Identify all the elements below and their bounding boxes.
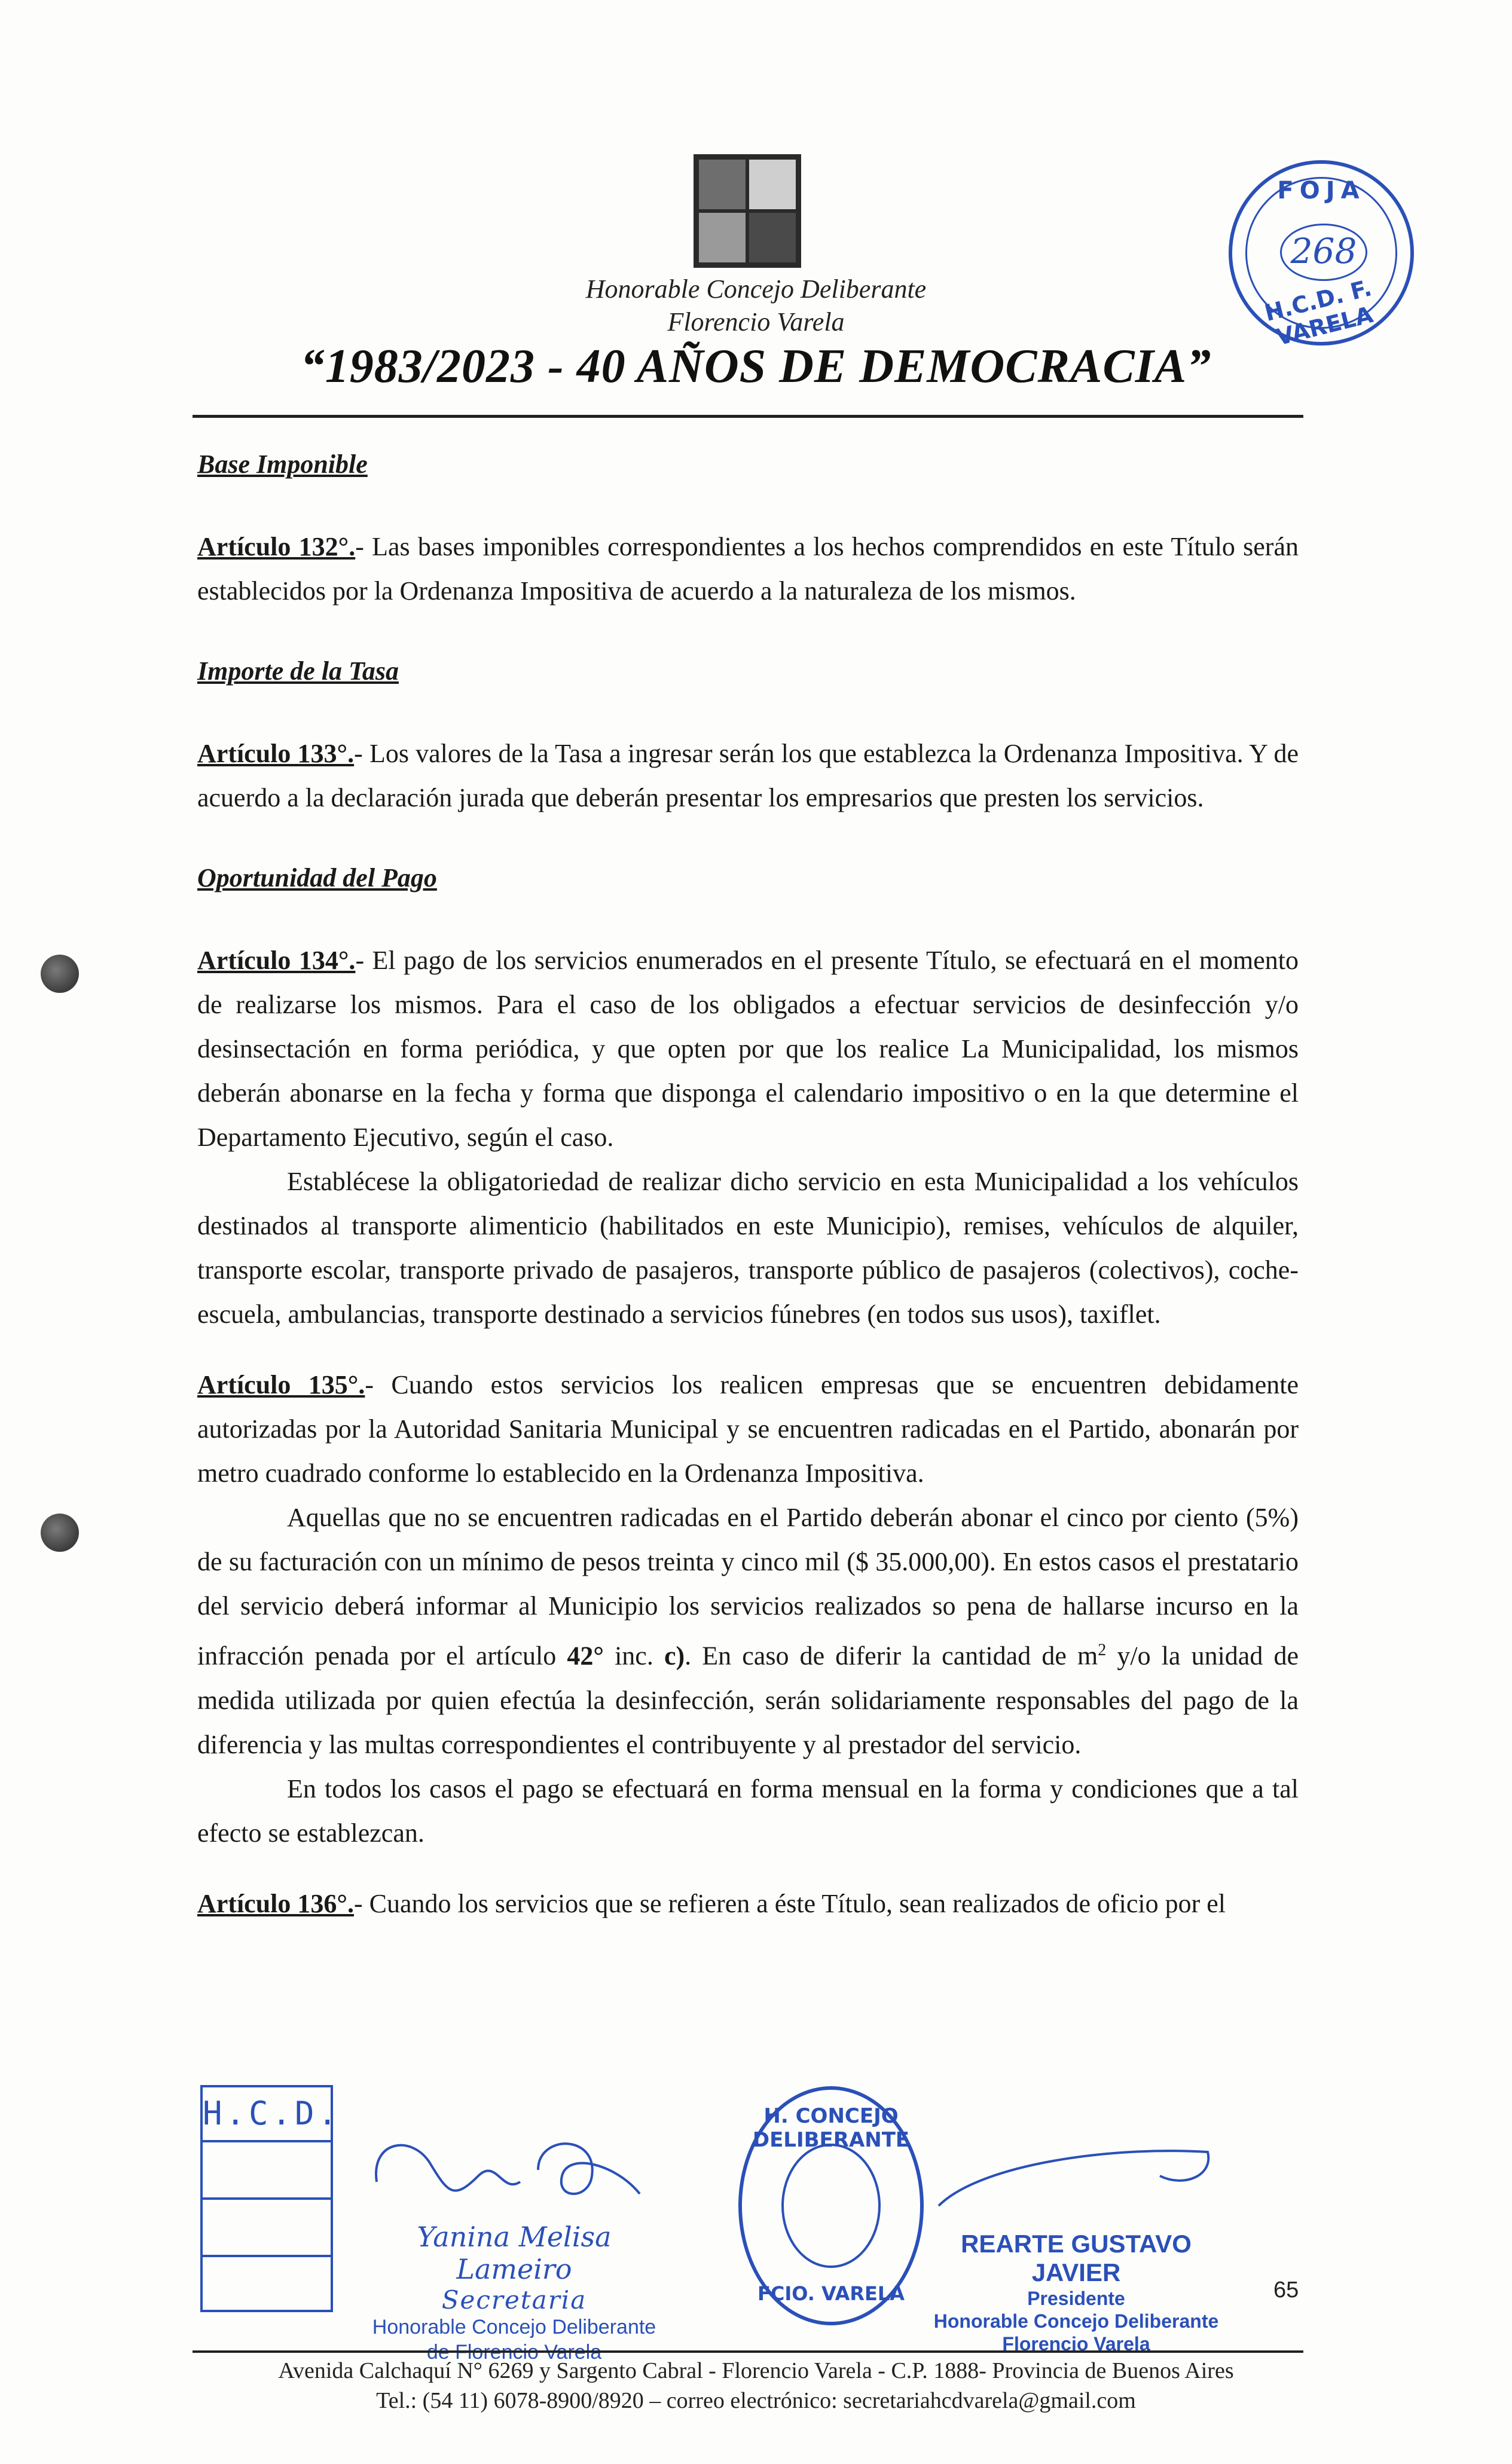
president-name: REARTE GUSTAVO JAVIER (961, 2230, 1192, 2286)
header-motto: “1983/2023 - 40 AÑOS DE DEMOCRACIA” (300, 340, 1212, 393)
article-label: Artículo 133°. (197, 739, 355, 768)
article-136: Artículo 136°.- Cuando los servicios que se refieren a éste Título, sean realizados de oficio por el (197, 1888, 1226, 1918)
municipal-crest-logo (694, 154, 801, 268)
president-signature (933, 2230, 1220, 2355)
president-role: Presidente (1027, 2288, 1125, 2309)
president-org: Honorable Concejo Deliberante (933, 2310, 1219, 2332)
folio-label: FOJA (1277, 177, 1366, 204)
secretary-role: Secretaria (441, 2285, 587, 2315)
article-label: Artículo 135°. (197, 1370, 365, 1399)
header-city: Florencio Varela (667, 307, 845, 337)
punch-hole (41, 1514, 79, 1552)
section-heading: Oportunidad del Pago (197, 863, 437, 892)
council-seal (738, 2086, 924, 2325)
secretary-name: Yanina Melisa Lameiro (417, 2221, 612, 2285)
document-body (197, 442, 1299, 1926)
hcd-stamp-box (200, 2085, 341, 2312)
footer-rule (193, 2350, 1303, 2353)
article-label: Artículo 132°. (197, 532, 356, 561)
hcd-stamp-label: H.C.D. (203, 2087, 331, 2142)
header-org: Honorable Concejo Deliberante (585, 274, 927, 304)
folio-number: 268 (1280, 224, 1367, 281)
handwritten-signature (933, 2140, 1220, 2212)
seal-text-bottom: FCIO. VARELA (757, 2282, 905, 2305)
seal-text-top: H. CONCEJO DELIBERANTE (752, 2104, 910, 2152)
footer-contact: Tel.: (54 11) 6078-8900/8920 – correo electrónico: secretariahcdvarela@gmail.com (376, 2388, 1136, 2413)
handwritten-signature (359, 2128, 670, 2218)
article-135-paragraph-2: Aquellas que no se encuentren radicadas en el Partido deberán abonar el cinco por ciento (5%) de su facturación con un mínimo de pesos treinta y cinco mil ($ 35.000,00). En estos casos el prestatario del servicio deberá informar al Municipio los servicios realizados so pena de hallarse incurso en la infracción penada por el artículo 42° inc. c). En caso de diferir la cantidad de $m^2$ y/o la unidad de medida utilizada por quien efectúa la desinfección, serán solidariamente responsables del pago de la diferencia y las multas correspondientes el contribuyente y al prestador del servicio. (197, 1503, 1299, 1759)
article-label: Artículo 136°. (197, 1888, 355, 1918)
article-132: Artículo 132°.- Las bases imponibles correspondientes a los hechos comprendidos en este Título serán establecidos por la Ordenanza Impositiva de acuerdo a la naturaleza de los mismos. (197, 532, 1299, 606)
article-134-paragraph-2: Establécese la obligatoriedad de realizar dicho servicio en esta Municipalidad a los vehículos destinados al transporte alimenticio (habilitados en este Municipio), remises, vehículos de alquiler, transporte escolar, transporte privado de pasajeros, transporte público de pasajeros (colectivos), coche-escuela, ambulancias, transporte destinado a servicios fúnebres (en todos sus usos), taxiflet. (197, 1167, 1299, 1329)
article-135: Artículo 135°.- Cuando estos servicios los realicen empresas que se encuentren debidamente autorizadas por la Autoridad Sanitaria Municipal y se encuentren radicadas en el Partido, abonarán por metro cuadrado conforme lo establecido en la Ordenanza Impositiva. (197, 1370, 1299, 1488)
article-134: Artículo 134°.- El pago de los servicios enumerados en el presente Título, se efectuará en el momento de realizarse los mismos. Para el caso de los obligados a efectuar servicios de desinfección y/o desinsectación en forma periódica, y que opten por que los realice La Municipalidad, los mismos deberán abonarse en la fecha y forma que disponga el calendario impositivo o en la que determine el Departamento Ejecutivo, según el caso. (197, 946, 1299, 1152)
folio-bottom: H.C.D. F. VARELA (1261, 274, 1376, 351)
seal-emblem (781, 2144, 881, 2268)
section-heading: Importe de la Tasa (197, 656, 399, 686)
page-number: 65 (1273, 2277, 1299, 2303)
secretary-org: Honorable Concejo Deliberante (372, 2316, 656, 2338)
folio-stamp (1229, 160, 1414, 351)
secretary-org-city: de Florencio Varela (426, 2341, 602, 2364)
header-rule (193, 415, 1303, 418)
punch-hole (41, 955, 79, 993)
article-label: Artículo 134°. (197, 946, 356, 975)
article-135-paragraph-3: En todos los casos el pago se efectuará en forma mensual en la forma y condiciones que a tal efecto se establezcan. (197, 1774, 1299, 1848)
article-133: Artículo 133°.- Los valores de la Tasa a ingresar serán los que establezca la Ordenanza Impositiva. Y de acuerdo a la declaración jurada que deberán presentar los empresarios que presten los servicios. (197, 739, 1299, 812)
footer-address: Avenida Calchaquí N° 6269 y Sargento Cabral - Florencio Varela - C.P. 1888- Provincia de Buenos Aires (278, 2358, 1234, 2383)
president-org-city: Florencio Varela (1002, 2333, 1150, 2355)
secretary-signature (359, 2128, 670, 2365)
section-heading: Base Imponible (197, 450, 368, 479)
